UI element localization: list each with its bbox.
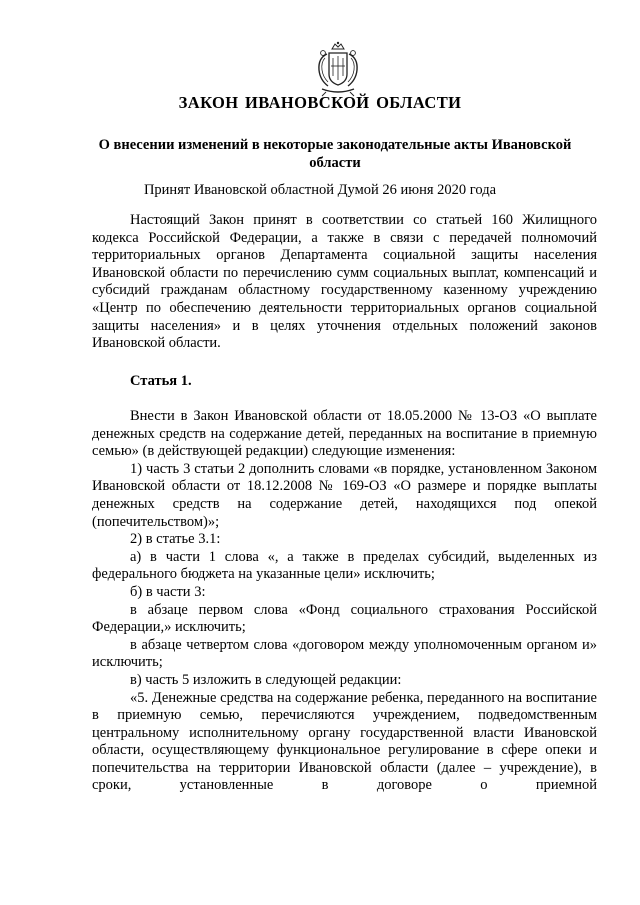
preamble-paragraph: Настоящий Закон принят в соответствии со статьей 160 Жилищного кодекса Российской Федерации, а также в связи с передачей полномочий территориальных органов Департамента социальной защиты населения Ивановской области по перечислению сумм социальных выплат, компенсаций и субсидий гражданам областному государственному казенному учреждению «Центр по обеспечению деятельности территориальных органов социальной защиты населения» и в целях уточнения отдельных положений законов Ивановской области. [92,212,597,352]
law-subtitle: О внесении изменений в некоторые законодательные акты Ивановской области [98,137,572,171]
article-paragraph: в абзаце четвертом слова «договором между уполномоченным органом и» исключить; [92,636,597,671]
article-paragraph: 1) часть 3 статьи 2 дополнить словами «в порядке, установленном Законом Ивановской области от 18.12.2008 № 169-ОЗ «О размере и порядке выплаты денежных средств на содержание детей, находящихся под опекой (попечительством)»; [92,460,597,530]
article-paragraph: «5. Денежные средства на содержание ребенка, переданного на воспитание в приемную семью, перечисляются учреждением, подведомственным центральному исполнительному органу государственной власти Ивановской области, осуществляющему функциональное регулирование в сфере опеки и попечительства на территории Ивановской области (далее – учреждение), в сроки, установленные в договоре о приемной [92,689,597,794]
article-paragraph: в абзаце первом слова «Фонд социального страхования Российской Федерации,» исключить; [92,601,597,636]
article-paragraph: 2) в статье 3.1: [130,531,221,548]
adoption-line: Принят Ивановской областной Думой 26 июня 2020 года [143,182,497,198]
coat-of-arms-icon [312,40,364,98]
article-paragraph: б) в части 3: [130,583,206,600]
article-paragraph: Внести в Закон Ивановской области от 18.05.2000 № 13-ОЗ «О выплате денежных средств на содержание детей, переданных на воспитание в приемную семью» (в действующей редакции) следующие изменения: [92,408,597,460]
article-paragraph: а) в части 1 слова «, а также в пределах субсидий, выделенных из федерального бюджета на указанные цели» исключить; [92,548,597,583]
article-paragraph: в) часть 5 изложить в следующей редакции: [130,671,402,688]
preamble [92,212,597,353]
article-heading: Статья 1. [130,373,192,389]
article-body [92,408,597,795]
law-title: ЗАКОН ИВАНОВСКОЙ ОБЛАСТИ [178,93,462,112]
